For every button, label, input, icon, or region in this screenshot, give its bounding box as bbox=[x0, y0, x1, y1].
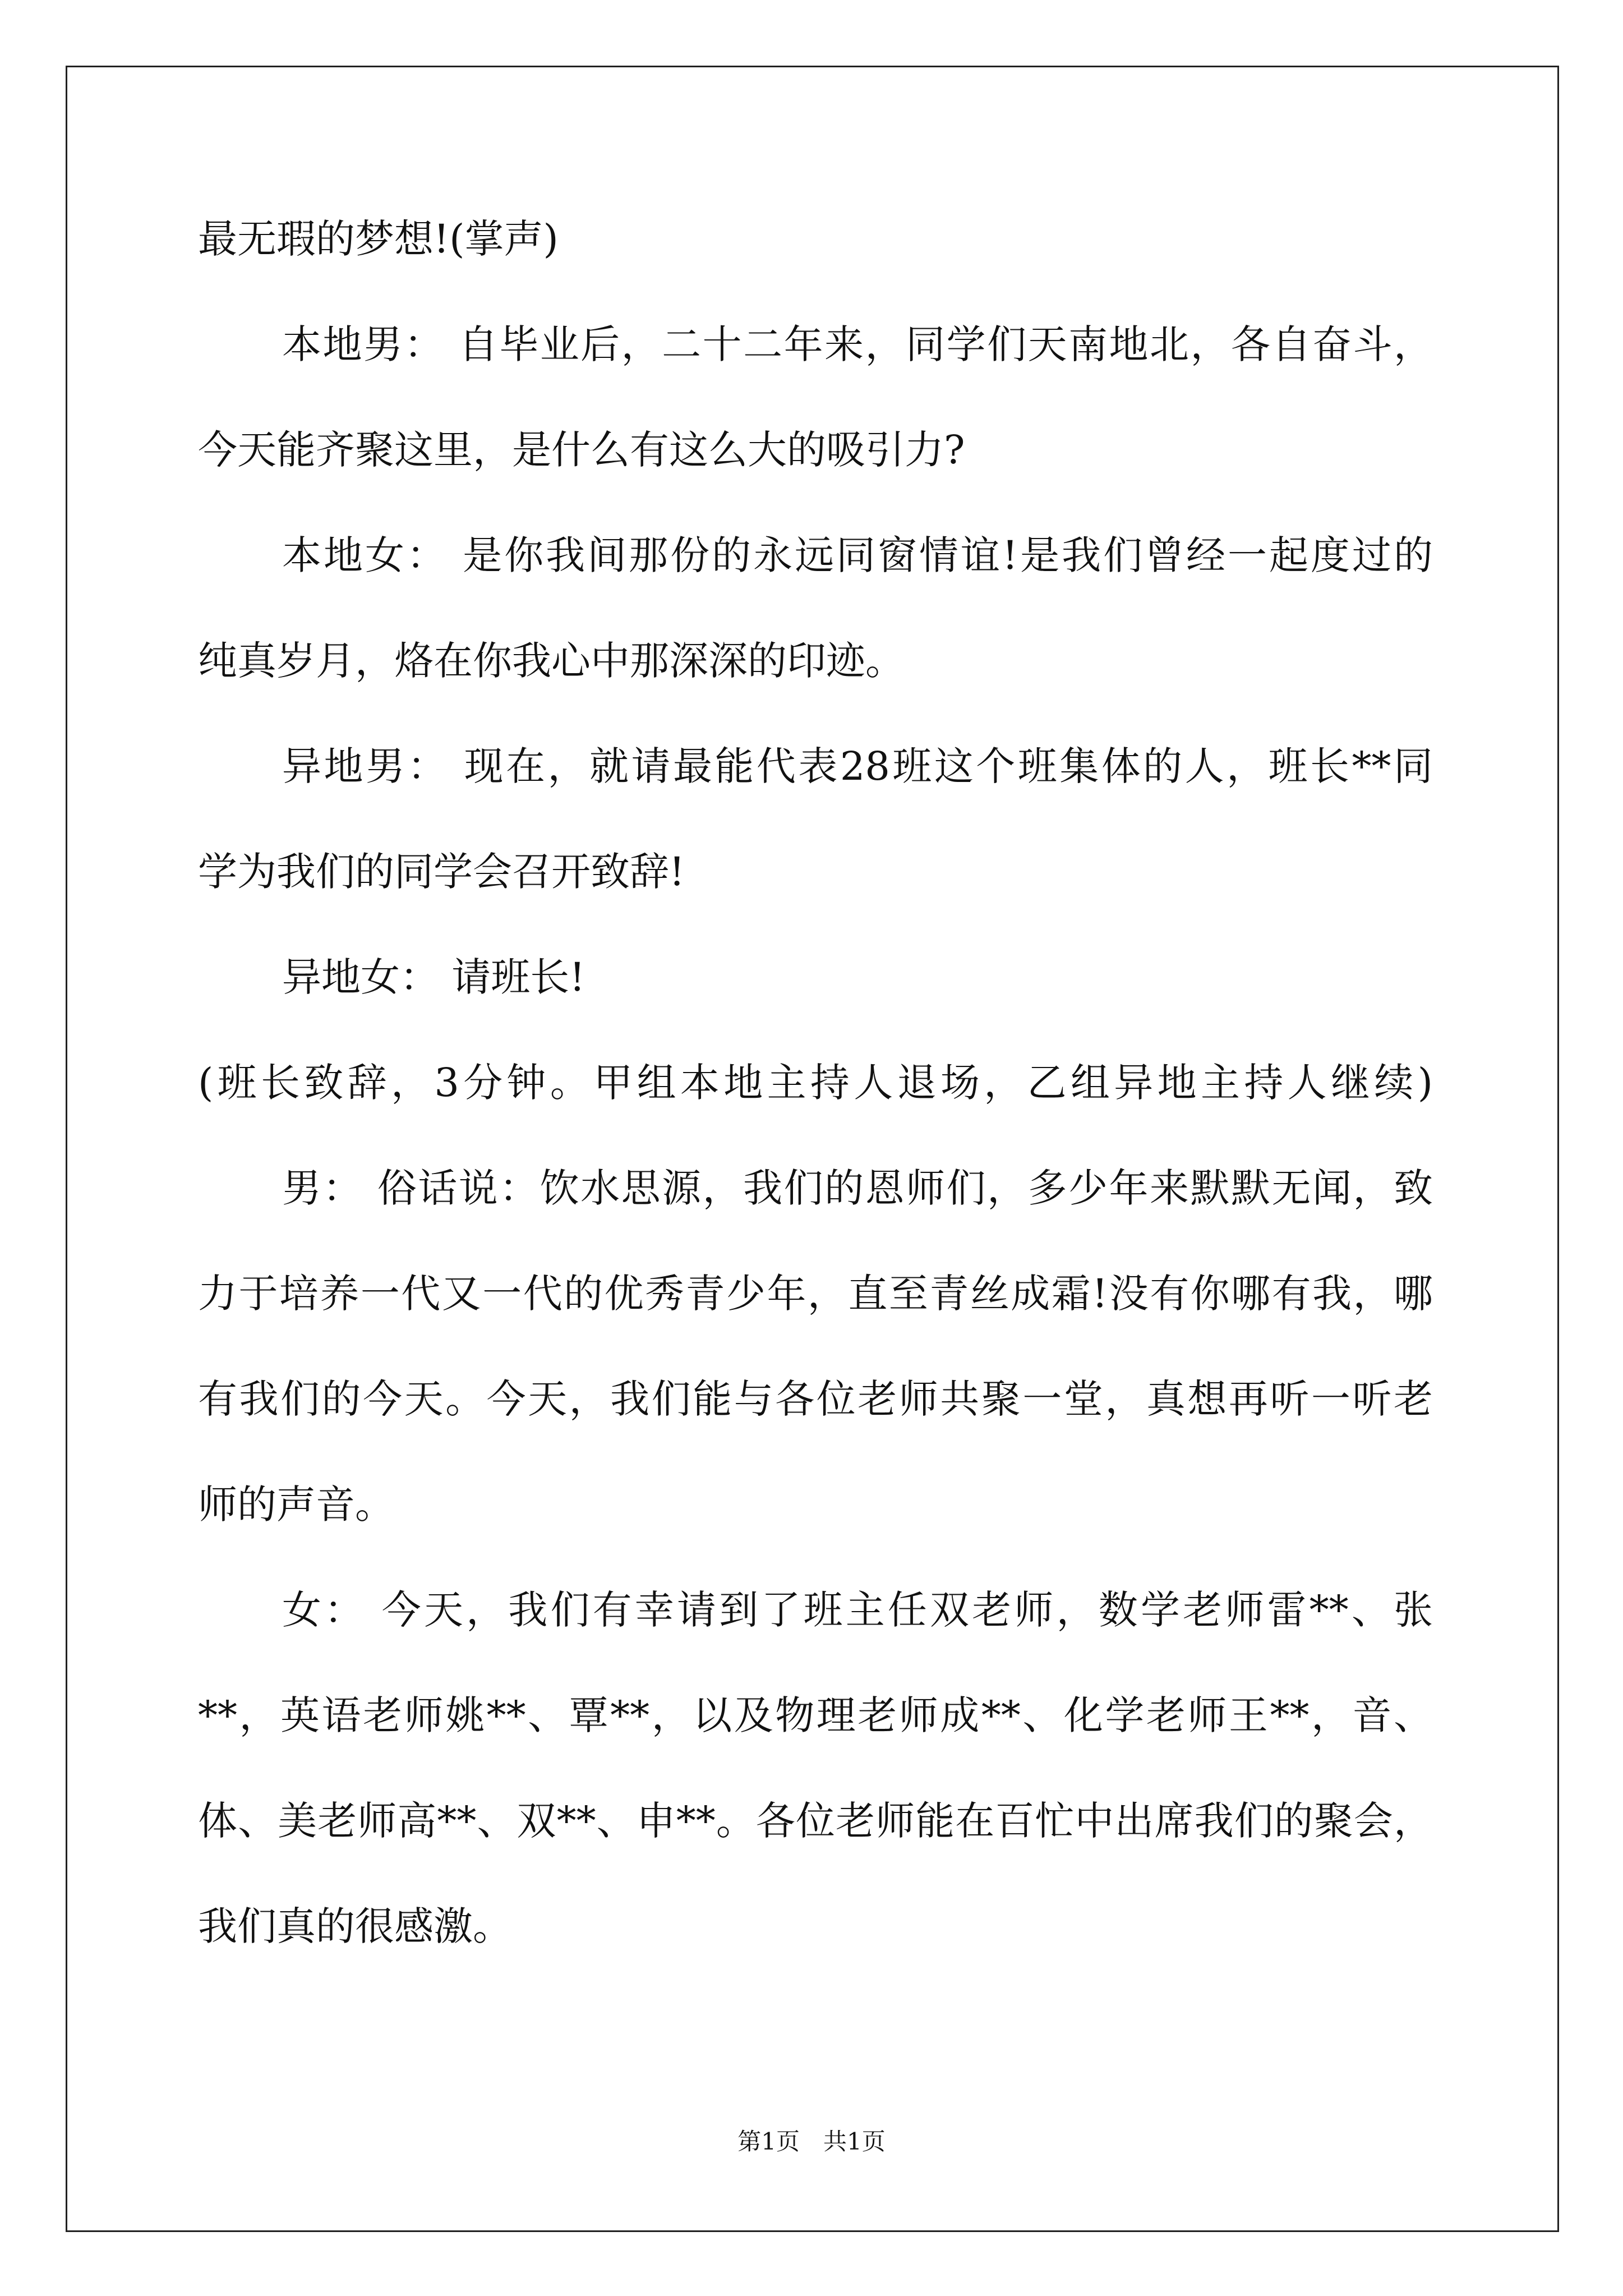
text-line: 力于培养一代又一代的优秀青少年，直至青丝成霜!没有你哪有我，哪 bbox=[198, 1271, 1433, 1317]
text-line: 异地男： 现在，就请最能代表28班这个班集体的人，班长**同 bbox=[282, 743, 1433, 789]
text-line: 最无瑕的梦想!(掌声) bbox=[198, 216, 559, 262]
text-line: 师的声音。 bbox=[198, 1481, 394, 1527]
text-line: 本地男： 自毕业后，二十二年来，同学们天南地北，各自奋斗， bbox=[282, 321, 1433, 367]
text-line: 体、美老师高**、双**、申**。各位老师能在百忙中出席我们的聚会， bbox=[198, 1798, 1433, 1844]
text-line: 今天能齐聚这里，是什么有这么大的吸引力? bbox=[198, 427, 965, 473]
text-line: **，英语老师姚**、覃**，以及物理老师成**、化学老师王**，音、 bbox=[198, 1692, 1433, 1738]
text-line: 女： 今天，我们有幸请到了班主任双老师，数学老师雷**、张 bbox=[282, 1587, 1433, 1633]
text-line: 男： 俗话说：饮水思源，我们的恩师们，多少年来默默无闻，致 bbox=[282, 1165, 1433, 1211]
text-line: 纯真岁月，烙在你我心中那深深的印迹。 bbox=[198, 638, 905, 684]
page-number: 第1页 共1页 bbox=[737, 2128, 886, 2155]
text-line: 本地女： 是你我间那份的永远同窗情谊!是我们曾经一起度过的 bbox=[282, 532, 1433, 578]
text-line: (班长致辞，3分钟。甲组本地主持人退场，乙组异地主持人继续) bbox=[198, 1060, 1433, 1106]
text-line: 学为我们的同学会召开致辞! bbox=[198, 849, 685, 895]
text-line: 异地女： 请班长! bbox=[282, 954, 585, 1000]
text-line: 有我们的今天。今天，我们能与各位老师共聚一堂，真想再听一听老 bbox=[198, 1376, 1433, 1422]
text-line: 我们真的很感激。 bbox=[198, 1903, 512, 1949]
